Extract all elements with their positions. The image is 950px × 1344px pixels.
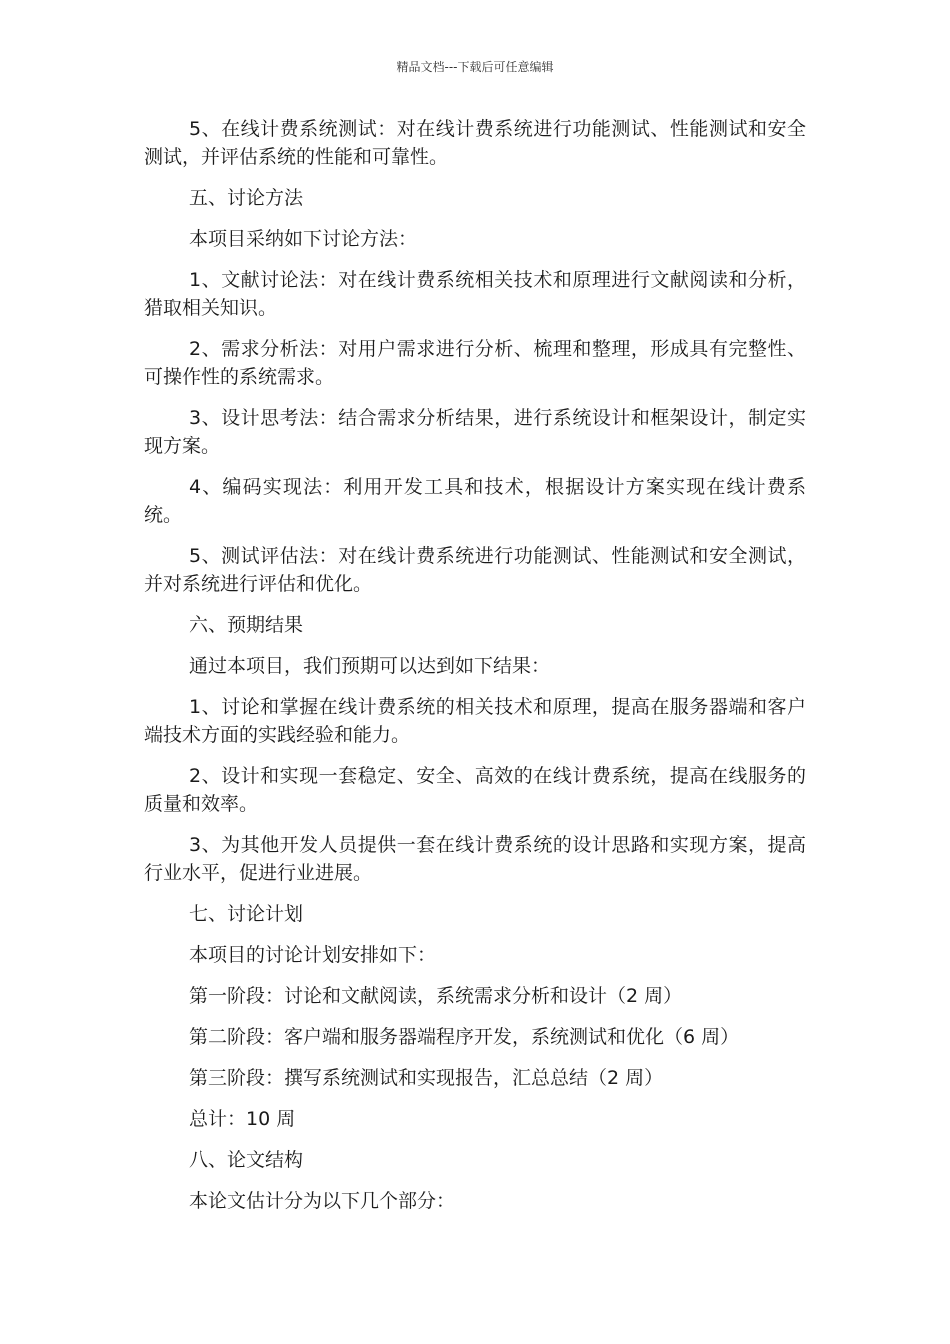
list-item: 1、文献讨论法：对在线计费系统相关技术和原理进行文献阅读和分析，猎取相关知识。 xyxy=(144,269,806,319)
list-item: 2、需求分析法：对用户需求进行分析、梳理和整理，形成具有完整性、可操作性的系统需求。 xyxy=(144,338,806,388)
section-heading: 六、预期结果 xyxy=(189,614,304,636)
list-item: 2、设计和实现一套稳定、安全、高效的在线计费系统，提高在线服务的质量和效率。 xyxy=(144,765,806,815)
document-body xyxy=(144,115,806,1228)
paragraph: 本论文估计分为以下几个部分： xyxy=(189,1190,456,1212)
schedule-item: 第一阶段：讨论和文献阅读，系统需求分析和设计（2 周） xyxy=(189,985,683,1007)
section-heading: 八、论文结构 xyxy=(189,1149,304,1171)
paragraph: 本项目采纳如下讨论方法： xyxy=(189,228,418,250)
paragraph: 本项目的讨论计划安排如下： xyxy=(189,944,437,966)
list-item: 4、编码实现法：利用开发工具和技术，根据设计方案实现在线计费系统。 xyxy=(144,476,806,526)
list-item: 3、为其他开发人员提供一套在线计费系统的设计思路和实现方案，提高行业水平，促进行业进展。 xyxy=(144,834,806,884)
section-heading: 七、讨论计划 xyxy=(189,903,304,925)
schedule-item: 第二阶段：客户端和服务器端程序开发，系统测试和优化（6 周） xyxy=(189,1026,740,1048)
page-header: 精品文档---下载后可任意编辑 xyxy=(396,60,554,74)
paragraph: 5、在线计费系统测试：对在线计费系统进行功能测试、性能测试和安全测试，并评估系统的性能和可靠性。 xyxy=(144,118,806,168)
list-item: 3、设计思考法：结合需求分析结果，进行系统设计和框架设计，制定实现方案。 xyxy=(144,407,806,457)
list-item: 5、测试评估法：对在线计费系统进行功能测试、性能测试和安全测试，并对系统进行评估和优化。 xyxy=(144,545,806,595)
paragraph: 通过本项目，我们预期可以达到如下结果： xyxy=(189,655,551,677)
list-item: 1、讨论和掌握在线计费系统的相关技术和原理，提高在服务器端和客户端技术方面的实践经验和能力。 xyxy=(144,696,806,746)
section-heading: 五、讨论方法 xyxy=(189,187,304,209)
schedule-item: 第三阶段：撰写系统测试和实现报告，汇总总结（2 周） xyxy=(189,1067,664,1089)
schedule-total: 总计：10 周 xyxy=(189,1108,296,1130)
